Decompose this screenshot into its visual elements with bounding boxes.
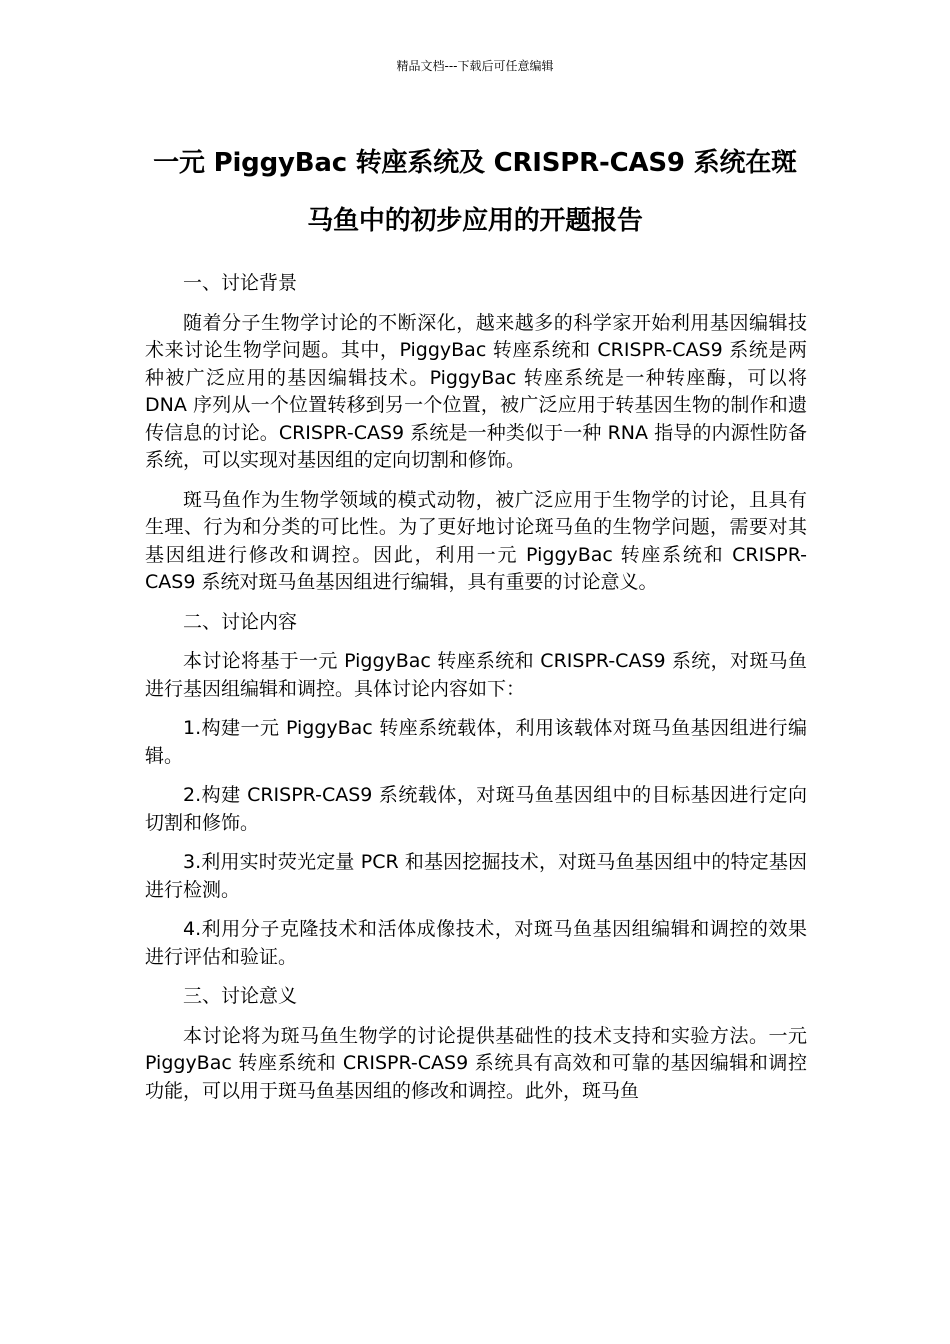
paragraph-background-2: 斑马鱼作为生物学领域的模式动物，被广泛应用于生物学的讨论，且具有生理、行为和分类的可比性。为了更好地讨论斑马鱼的生物学问题，需要对其基因组进行修改和调控。因此，利用一元 PiggyBac 转座系统和 CRISPR-CAS9 系统对斑马鱼基因组进行编辑，具有重要的讨论意义。	[145, 488, 807, 593]
title-line-1: 一元 PiggyBac 转座系统及 CRISPR-CAS9 系统在斑	[153, 148, 797, 178]
section-heading-content: 二、讨论内容	[183, 610, 298, 633]
header-note: 精品文档---下载后可任意编辑	[396, 59, 554, 73]
section-heading-background: 一、讨论背景	[183, 272, 298, 294]
list-item-content-1: 1.构建一元 PiggyBac 转座系统载体，利用该载体对斑马鱼基因组进行编辑。	[145, 717, 807, 767]
document-body	[145, 270, 807, 1117]
paragraph-background-1: 随着分子生物学讨论的不断深化，越来越多的科学家开始利用基因编辑技术来讨论生物学问题。其中，PiggyBac 转座系统和 CRISPR-CAS9 系统是两种被广泛应用的基因编辑技术。PiggyBac 转座系统是一种转座酶，可以将 DNA 序列从一个位置转移到另一个位置，被广泛应用于转基因生物的制作和遗传信息的讨论。CRISPR-CAS9 系统是一种类似于一种 RNA 指导的内源性防备系统，可以实现对基因组的定向切割和修饰。	[145, 311, 807, 471]
list-item-content-4: 4.利用分子克隆技术和活体成像技术，对斑马鱼基因组编辑和调控的效果进行评估和验证。	[145, 918, 807, 968]
list-item-content-2: 2.构建 CRISPR-CAS9 系统载体，对斑马鱼基因组中的目标基因进行定向切割和修饰。	[145, 784, 807, 834]
list-item-content-3: 3.利用实时荧光定量 PCR 和基因挖掘技术，对斑马鱼基因组中的特定基因进行检测。	[145, 851, 807, 901]
paragraph-significance-1: 本讨论将为斑马鱼生物学的讨论提供基础性的技术支持和实验方法。一元 PiggyBac 转座系统和 CRISPR-CAS9 系统具有高效和可靠的基因编辑和调控功能，可以用于斑马鱼基因组的修改和调控。此外，斑马鱼	[145, 1024, 807, 1102]
document-title	[140, 134, 810, 250]
title-line-2: 马鱼中的初步应用的开题报告	[307, 206, 643, 236]
paragraph-content-intro: 本讨论将基于一元 PiggyBac 转座系统和 CRISPR-CAS9 系统，对斑马鱼进行基因组编辑和调控。具体讨论内容如下：	[145, 650, 807, 700]
section-heading-significance: 三、讨论意义	[183, 985, 298, 1007]
